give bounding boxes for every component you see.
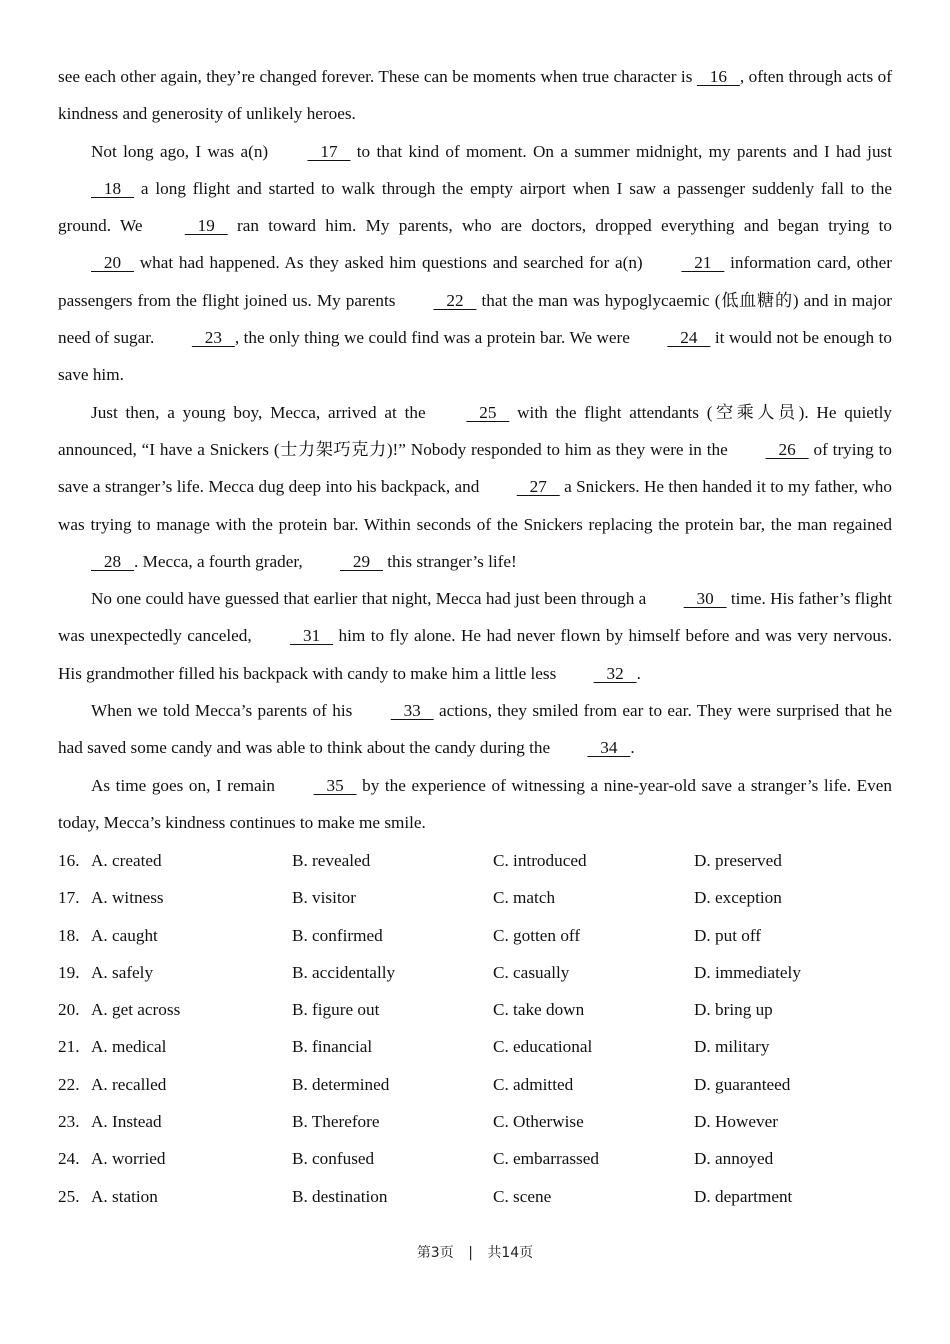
- blank-20: 20: [91, 253, 134, 273]
- page-footer: [0, 1242, 950, 1262]
- passage-text: to that kind of moment. On a summer midnight, my parents and I had just: [350, 141, 892, 161]
- passage-text: . Mecca, a fourth grader,: [133, 551, 307, 571]
- passage-text: it would not be enough to save him.: [58, 328, 892, 385]
- passage-text: No one could have guessed that earlier that night, Mecca had just been through a: [91, 589, 651, 609]
- passage-text: with the flight attendants (空乘人员). He quietly announced, “I have a Snickers (士力架巧克力)!” Nobody responded to him as they were in the: [58, 402, 892, 459]
- option-b: B. confirmed: [292, 925, 383, 945]
- blank-29: 29: [339, 551, 383, 571]
- option-a: A. station: [91, 1186, 158, 1206]
- paragraph: [58, 692, 892, 767]
- page-number: 第3页: [416, 1245, 454, 1261]
- question-number: 24.: [58, 1149, 80, 1169]
- blank-16: 16: [696, 67, 740, 86]
- option-c: C. match: [493, 888, 556, 908]
- blank-31: 31: [290, 626, 334, 646]
- passage-text: information card, other passengers from the flight joined us. My parents: [58, 253, 892, 310]
- cloze-passage: [58, 58, 892, 841]
- blank-28: 28: [91, 551, 134, 571]
- passage-text: , often through acts of kindness and generosity of unlikely heroes.: [58, 67, 892, 124]
- option-b: B. figure out: [292, 1000, 380, 1020]
- passage-text: by the experience of witnessing a nine-year-old save a stranger’s life. Even today, Mecca’s kindness continues to make me smile.: [58, 775, 892, 832]
- blank-34: 34: [587, 738, 631, 758]
- footer-separator: |: [468, 1245, 473, 1261]
- answer-options: [58, 842, 892, 1215]
- paragraph: [58, 767, 892, 842]
- option-d: D. preserved: [694, 851, 782, 870]
- option-c: C. scene: [493, 1186, 552, 1206]
- question-number: 23.: [58, 1112, 80, 1132]
- question-number: 21.: [58, 1037, 80, 1057]
- blank-17: 17: [307, 141, 351, 161]
- option-row: [58, 1028, 892, 1065]
- passage-text: , the only thing we could find was a protein bar. We were: [234, 328, 635, 348]
- option-d: D. military: [694, 1037, 770, 1057]
- paragraph: [58, 394, 892, 580]
- option-row: [58, 1140, 892, 1177]
- passage-text: time. His father’s flight was unexpectedly canceled,: [58, 589, 892, 646]
- option-row: [58, 917, 892, 954]
- option-d: D. put off: [694, 925, 761, 945]
- passage-text: Just then, a young boy, Mecca, arrived at the: [91, 402, 434, 422]
- passage-text: this stranger’s life!: [382, 551, 517, 571]
- paragraph: [58, 580, 892, 692]
- option-a: A. get across: [91, 1000, 181, 1020]
- option-a: A. created: [91, 851, 162, 870]
- option-c: C. introduced: [493, 851, 587, 870]
- option-b: B. confused: [292, 1149, 375, 1169]
- question-number: 22.: [58, 1074, 80, 1094]
- option-c: C. take down: [493, 1000, 585, 1020]
- passage-text: When we told Mecca’s parents of his: [91, 701, 358, 721]
- blank-18: 18: [91, 178, 134, 198]
- paragraph: [58, 58, 892, 133]
- option-d: D. bring up: [694, 1000, 773, 1020]
- option-b: B. destination: [292, 1186, 388, 1206]
- passage-text: As time goes on, I remain: [91, 775, 281, 795]
- question-number: 16.: [58, 851, 80, 870]
- option-b: B. accidentally: [292, 962, 396, 982]
- passage-text: a Snickers. He then handed it to my father, who was trying to manage with the protein bar. Within seconds of the Snickers replacing the protein bar, the man regained: [58, 477, 892, 534]
- option-row: [58, 879, 892, 916]
- blank-23: 23: [191, 328, 235, 348]
- option-c: C. educational: [493, 1037, 593, 1057]
- option-a: A. Instead: [91, 1112, 162, 1132]
- blank-33: 33: [390, 701, 434, 721]
- blank-24: 24: [667, 328, 711, 348]
- option-c: C. gotten off: [493, 925, 581, 945]
- passage-text: .: [636, 663, 641, 683]
- blank-26: 26: [765, 439, 809, 459]
- total-pages: 共14页: [487, 1245, 534, 1261]
- question-number: 20.: [58, 1000, 80, 1020]
- passage-text: of trying to save a stranger’s life. Mecca dug deep into his backpack, and: [58, 439, 892, 497]
- question-number: 25.: [58, 1186, 80, 1206]
- passage-text: .: [630, 738, 635, 758]
- blank-35: 35: [313, 775, 357, 795]
- question-number: 17.: [58, 888, 80, 908]
- option-b: B. revealed: [292, 851, 371, 870]
- option-b: B. determined: [292, 1074, 390, 1094]
- blank-27: 27: [516, 477, 560, 497]
- passage-text: what had happened. As they asked him questions and searched for a(n): [133, 253, 649, 273]
- option-d: D. guaranteed: [694, 1074, 791, 1094]
- option-row: [58, 954, 892, 991]
- option-row: [58, 842, 892, 879]
- option-d: D. exception: [694, 888, 782, 908]
- option-a: A. worried: [91, 1149, 166, 1169]
- question-number: 19.: [58, 962, 80, 982]
- blank-22: 22: [433, 290, 477, 310]
- option-d: D. immediately: [694, 962, 801, 982]
- option-d: D. However: [694, 1112, 778, 1132]
- option-row: [58, 1066, 892, 1103]
- option-c: C. Otherwise: [493, 1112, 584, 1132]
- option-a: A. recalled: [91, 1074, 167, 1094]
- passage-text: actions, they smiled from ear to ear. They were surprised that he had saved some candy and was able to think about the candy during the: [58, 701, 892, 758]
- blank-25: 25: [466, 402, 510, 422]
- blank-21: 21: [681, 253, 725, 273]
- passage-text: a long flight and started to walk through the empty airport when I saw a passenger suddenly fall to the ground. We: [58, 178, 892, 236]
- passage-text: see each other again, they’re changed forever. These can be moments when true character is: [58, 67, 697, 86]
- option-row: [58, 1103, 892, 1140]
- option-a: A. medical: [91, 1037, 167, 1057]
- option-c: C. admitted: [493, 1074, 574, 1094]
- passage-text: ran toward him. My parents, who are doctors, dropped everything and began trying to: [227, 216, 892, 236]
- option-b: B. visitor: [292, 888, 356, 908]
- option-a: A. caught: [91, 925, 158, 945]
- blank-30: 30: [683, 589, 727, 609]
- passage-text: Not long ago, I was a(n): [91, 141, 275, 161]
- paragraph: [58, 133, 892, 394]
- passage-text: that the man was hypoglycaemic (低血糖的) and in major need of sugar.: [58, 290, 893, 348]
- question-number: 18.: [58, 925, 80, 945]
- option-b: B. Therefore: [292, 1112, 380, 1132]
- option-c: C. embarrassed: [493, 1149, 599, 1169]
- option-a: A. witness: [91, 888, 164, 908]
- option-row: [58, 1178, 892, 1215]
- option-c: C. casually: [493, 962, 570, 982]
- blank-32: 32: [593, 663, 637, 683]
- passage-text: him to fly alone. He had never flown by himself before and was very nervous. His grandmother filled his backpack with candy to make him a little less: [58, 626, 892, 683]
- option-d: D. department: [694, 1186, 793, 1206]
- option-row: [58, 991, 892, 1028]
- option-b: B. financial: [292, 1037, 373, 1057]
- option-d: D. annoyed: [694, 1149, 774, 1169]
- option-a: A. safely: [91, 962, 154, 982]
- blank-19: 19: [184, 216, 228, 236]
